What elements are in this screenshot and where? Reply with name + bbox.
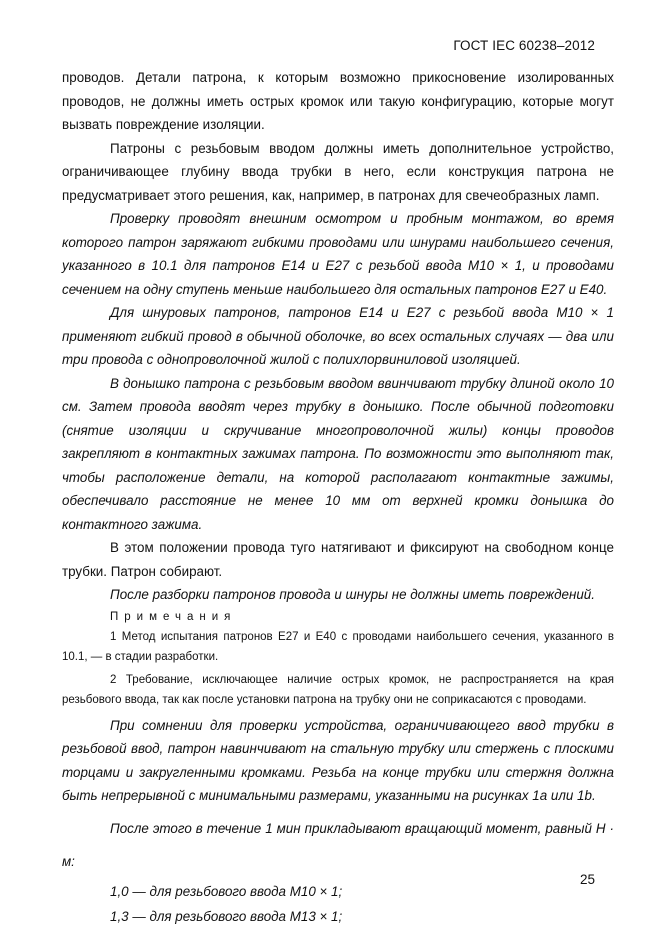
paragraph-6: В этом положении провода туго натягивают и фиксируют на свободном конце трубки. Патрон собирают. <box>62 540 614 579</box>
notes-title: Примечания <box>110 610 237 623</box>
paragraph-9: После этого в течение 1 мин прикладывают вращающий момент, равный Н · м: <box>62 820 614 869</box>
torque-list-item: 1,3 — для резьбового ввода М13 × 1; <box>110 909 343 924</box>
paragraph-7: После разборки патронов провода и шнуры не должны иметь повреждений. <box>110 587 595 602</box>
document-header: ГОСТ IEC 60238–2012 <box>453 38 595 53</box>
page-number: 25 <box>579 872 595 887</box>
paragraph-1: проводов. Детали патрона, к которым возможно прикосновение изолированных проводов, не должны иметь острых кромок или такую конфигурацию, которые могут вызвать повреждение изоляции. <box>62 70 614 132</box>
note-2: 2 Требование, исключающее наличие острых кромок, не распространяется на края резьбового ввода, так как после установки патрона на трубку они не соприкасаются с проводами. <box>62 673 614 706</box>
paragraph-5: В донышко патрона с резьбовым вводом ввинчивают трубку длиной около 10 см. Затем провода вводят через трубку в донышко. После обычной подготовки (снятие изоляции и скручивание многопроволочной жилы) концы проводов закрепляют в контактных зажимах патрона. По возможности это выполняют так, чтобы расположение детали, на которой располагают контактные зажимы, обеспечивало расстояние не менее 10 мм от верхней кромки донышка до контактного зажима. <box>62 375 614 532</box>
paragraph-8: При сомнении для проверки устройства, ограничивающего ввод трубки в резьбовой ввод, патрон навинчивают на стальную трубку или стержень с плоскими торцами и закругленными кромками. Резьба на конце трубки или стержня должна быть непрерывной с минимальными размерами, указанными на рисунках 1а или 1b. <box>62 717 614 803</box>
paragraph-4: Для шнуровых патронов, патронов Е14 и Е27 с резьбой ввода М10 × 1 применяют гибкий провод в обычной оболочке, во всех остальных случаях — два или три провода с однопроволочной жилой с полихлорвиниловой изоляцией. <box>62 305 614 367</box>
paragraph-3: Проверку проводят внешним осмотром и пробным монтажом, во время которого патрон заряжают гибкими проводами или шнурами наибольшего сечения, указанного в 10.1 для патронов Е14 и Е27 с резьбой ввода М10 × 1, и проводами сечением на одну ступень меньше наибольшего для остальных патронов Е27 и Е40. <box>62 211 614 297</box>
torque-list-item: 1,0 — для резьбового ввода М10 × 1; <box>110 883 343 899</box>
body-text <box>62 66 614 929</box>
note-1: 1 Метод испытания патронов Е27 и Е40 с проводами наибольшего сечения, указанного в 10.1, — в стадии разработки. <box>62 630 614 663</box>
paragraph-2: Патроны с резьбовым вводом должны иметь дополнительное устройство, ограничивающее глубину ввода трубки в него, если конструкция патрона не предусматривает этого решения, как, например, в патронах для свечеобразных ламп. <box>62 140 614 203</box>
